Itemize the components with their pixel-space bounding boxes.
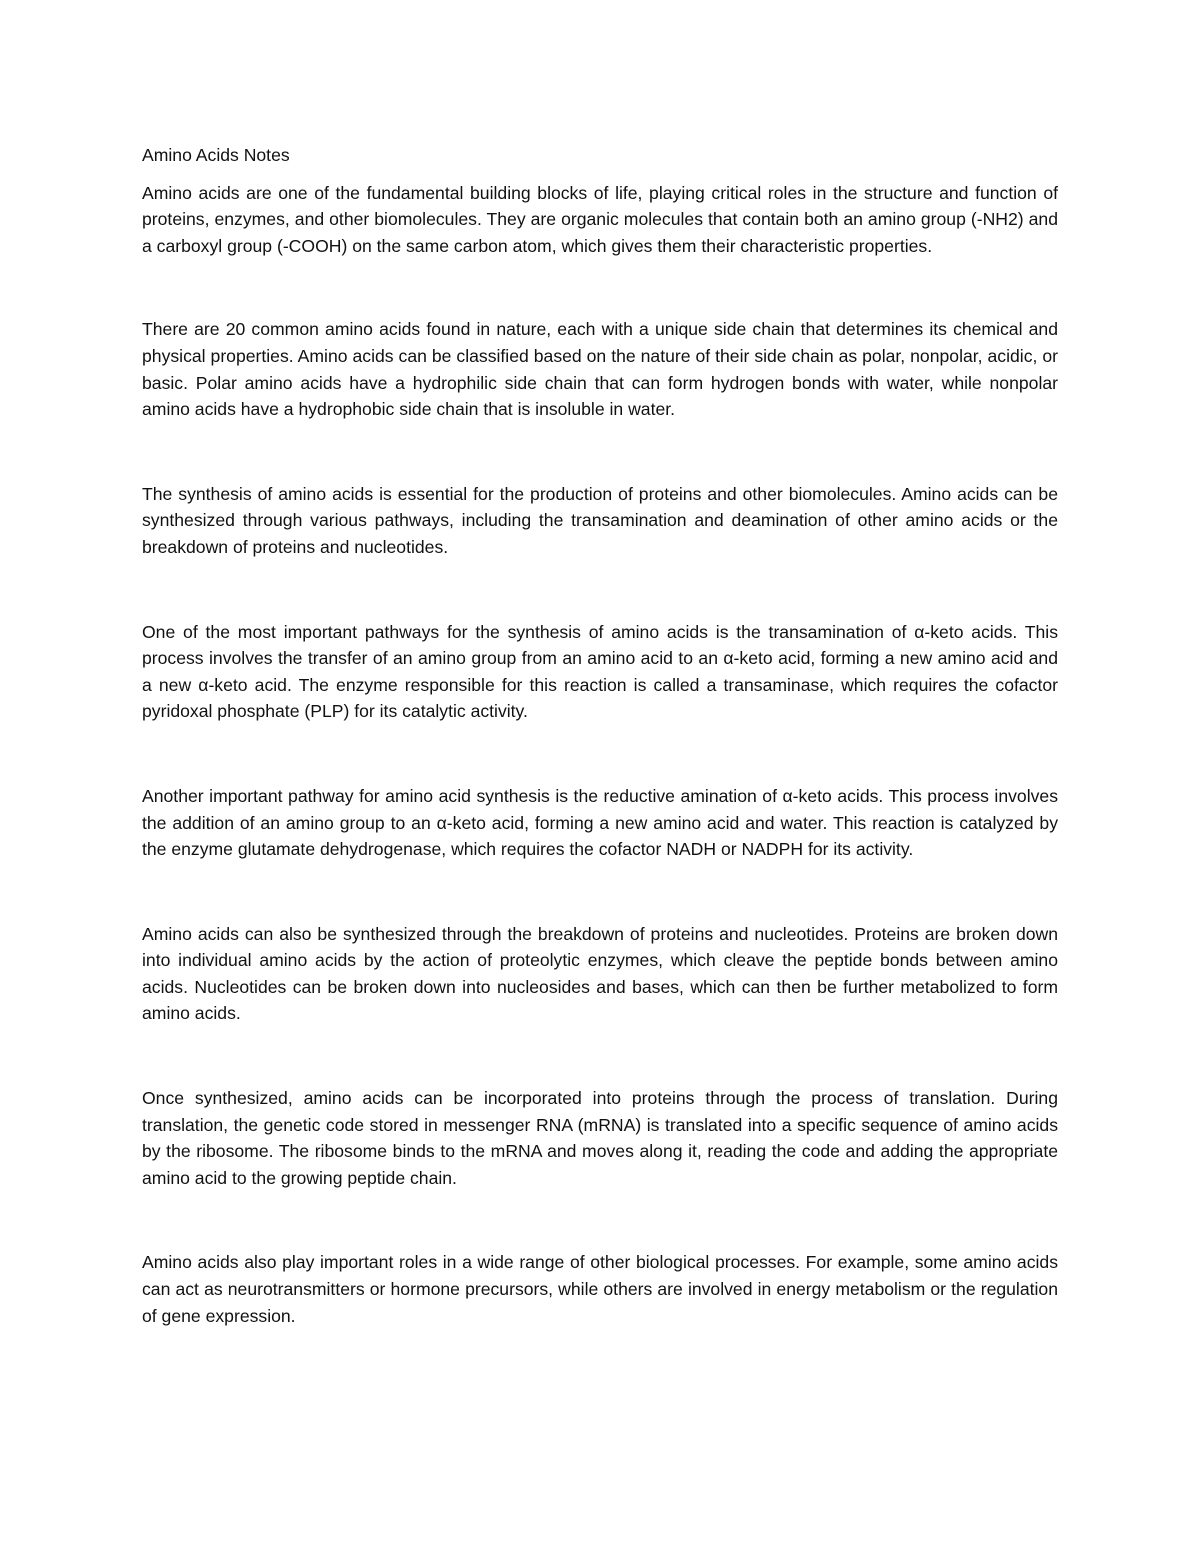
paragraph-synthesis: The synthesis of amino acids is essential for the production of proteins and other biomolecules. Amino acids can be synthesized through various pathways, including the transamination and deamination of other amino acids or the breakdown of proteins and nucleotides. xyxy=(142,483,1058,557)
document-title: Amino Acids Notes xyxy=(142,145,290,165)
paragraph-transamination: One of the most important pathways for the synthesis of amino acids is the transamination of α-keto acids. This process involves the transfer of an amino group from an amino acid to an α-keto acid, forming a new amino acid and a new α-keto acid. The enzyme responsible for this reaction is called a transaminase, which requires the cofactor pyridoxal phosphate (PLP) for its catalytic activity. xyxy=(142,621,1058,722)
paragraph-reductive-amination: Another important pathway for amino acid synthesis is the reductive amination of α-keto acids. This process involves the addition of an amino group to an α-keto acid, forming a new amino acid and water. This reaction is catalyzed by the enzyme glutamate dehydrogenase, which requires the cofactor NADH or NADPH for its activity. xyxy=(142,785,1058,860)
paragraph-breakdown: Amino acids can also be synthesized through the breakdown of proteins and nucleotides. Proteins are broken down into individual amino acids by the action of proteolytic enzymes, which cleave the peptide bonds between amino acids. Nucleotides can be broken down into nucleosides and bases, which can then be further metabolized to form amino acids. xyxy=(142,923,1058,1024)
paragraph-introduction: Amino acids are one of the fundamental building blocks of life, playing critical roles in the structure and function of proteins, enzymes, and other biomolecules. They are organic molecules that contain both an amino group (-NH2) and a carboxyl group (-COOH) on the same carbon atom, which gives them their characteristic properties. xyxy=(142,182,1058,256)
paragraph-other-roles: Amino acids also play important roles in a wide range of other biological processes. For example, some amino acids can act as neurotransmitters or hormone precursors, while others are involved in energy metabolism or the regulation of gene expression. xyxy=(142,1252,1058,1326)
paragraph-translation: Once synthesized, amino acids can be incorporated into proteins through the process of translation. During translation, the genetic code stored in messenger RNA (mRNA) is translated into a specific sequence of amino acids by the ribosome. The ribosome binds to the mRNA and moves along it, reading the code and adding the appropriate amino acid to the growing peptide chain. xyxy=(142,1088,1058,1188)
paragraph-common-amino-acids: There are 20 common amino acids found in nature, each with a unique side chain that determines its chemical and physical properties. Amino acids can be classified based on the nature of their side chain as polar, nonpolar, acidic, or basic. Polar amino acids have a hydrophilic side chain that can form hydrogen bonds with water, while nonpolar amino acids have a hydrophobic side chain that is insoluble in water. xyxy=(142,319,1058,420)
document-body xyxy=(142,142,1058,1329)
